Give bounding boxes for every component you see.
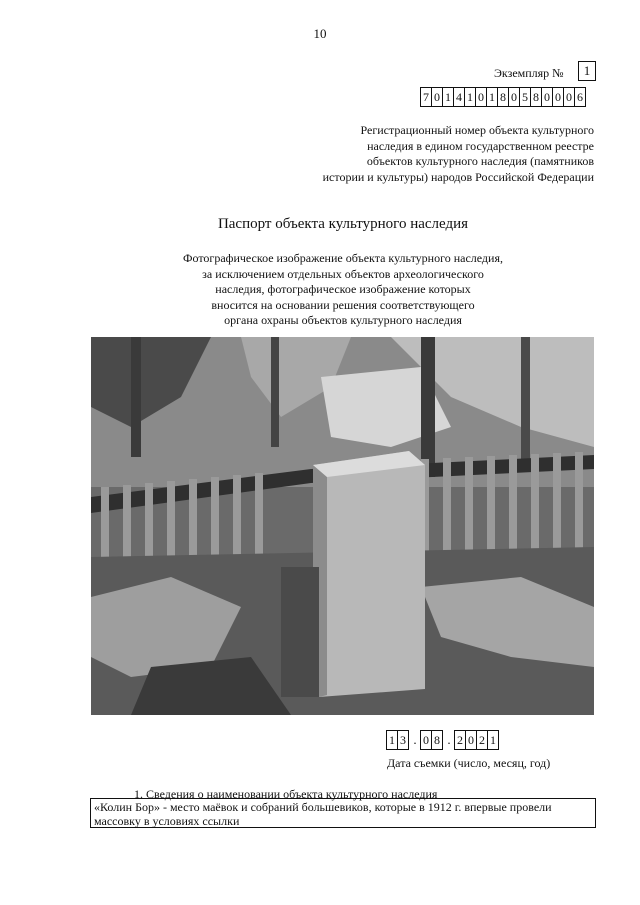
registration-digit: 0: [552, 87, 564, 107]
registration-caption-line: объектов культурного наследия (памятников: [366, 154, 594, 168]
date-digit: 2: [476, 730, 488, 750]
section-1-title: 1. Сведения о наименовании объекта культурного наследия: [134, 787, 438, 801]
photo-date: [387, 730, 499, 750]
passport-title: Паспорт объекта культурного наследия: [217, 216, 469, 232]
registration-digit: 4: [453, 87, 465, 107]
registration-digit: 5: [519, 87, 531, 107]
date-digit: 0: [465, 730, 477, 750]
photo-caption-line: органа охраны объектов культурного наследия: [224, 313, 462, 327]
date-digit: 1: [386, 730, 398, 750]
registration-caption-line: наследия в едином государственном реестре: [367, 138, 594, 153]
registration-digit: 0: [541, 87, 553, 107]
date-digit: 8: [431, 730, 443, 750]
registration-digit: 8: [497, 87, 509, 107]
registration-digit: 7: [420, 87, 432, 107]
date-month: [421, 730, 443, 750]
registration-digit: 1: [464, 87, 476, 107]
date-separator: .: [413, 732, 417, 747]
photo-caption-line: за исключением отдельных объектов археологического: [202, 266, 484, 281]
registration-caption-line: Регистрационный номер объекта культурного: [360, 123, 594, 137]
registration-digit: 1: [486, 87, 498, 107]
photo-caption-line: Фотографическое изображение объекта культурного наследия,: [183, 251, 503, 265]
date-day: [387, 730, 409, 750]
copy-number-box: 1: [578, 61, 596, 81]
registration-digit: 0: [508, 87, 520, 107]
photo-caption: [0, 251, 640, 329]
copy-number-label: Экземпляр №: [494, 66, 564, 80]
registration-digit: 0: [563, 87, 575, 107]
registration-digit: 0: [431, 87, 443, 107]
registration-caption: [274, 123, 594, 185]
date-caption: Дата съемки (число, месяц, год): [387, 756, 551, 770]
photo-caption-line: вносится на основании решения соответствующего: [211, 297, 475, 312]
date-digit: 1: [487, 730, 499, 750]
registration-caption-line: истории и культуры) народов Российской Федерации: [322, 169, 594, 184]
photo-caption-line: наследия, фотографическое изображение которых: [215, 282, 471, 296]
registration-digit: 8: [530, 87, 542, 107]
registration-digit: 1: [442, 87, 454, 107]
date-year: [455, 730, 499, 750]
date-digit: 2: [454, 730, 466, 750]
date-separator: .: [447, 732, 451, 747]
registration-digit: 0: [475, 87, 487, 107]
registration-number-cells: [421, 87, 586, 107]
object-name-field: «Колин Бор» - место маёвок и собраний большевиков, которые в 1912 г. впервые провели массовку в условиях ссылки: [90, 798, 596, 828]
date-digit: 0: [420, 730, 432, 750]
monument-photo: [91, 337, 594, 715]
date-digit: 3: [397, 730, 409, 750]
page-number: 10: [313, 26, 327, 41]
registration-digit: 6: [574, 87, 586, 107]
